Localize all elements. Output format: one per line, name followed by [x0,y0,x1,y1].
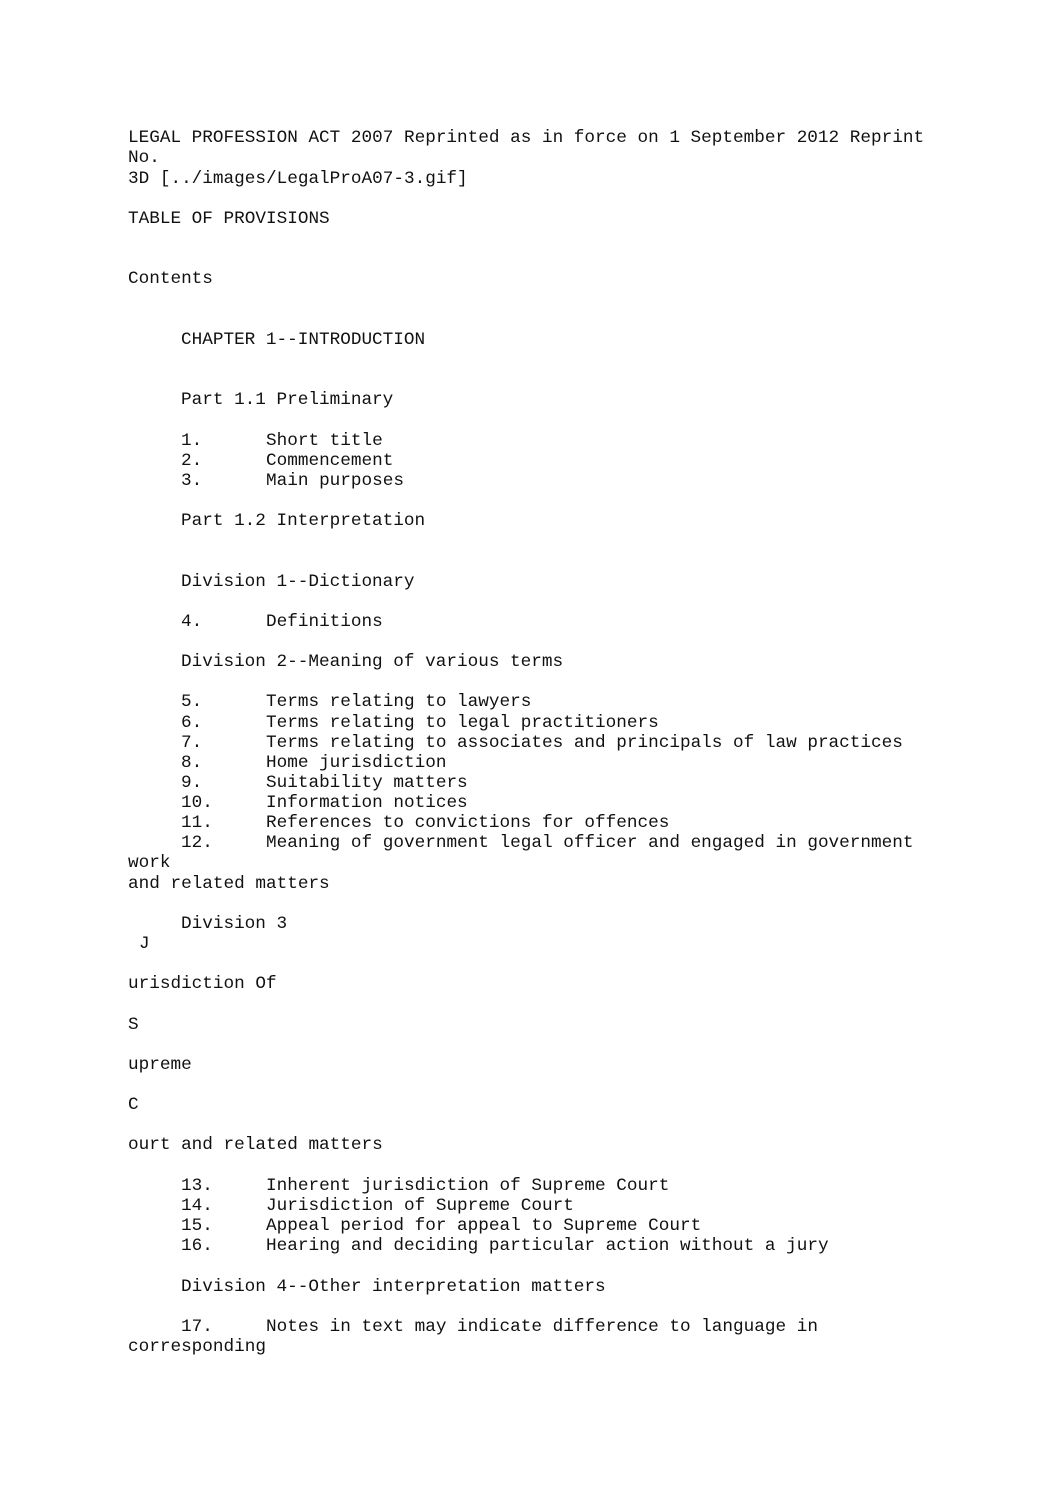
provision-title: Jurisdiction of Supreme Court [266,1196,574,1216]
provision-title: Inherent jurisdiction of Supreme Court [266,1176,670,1196]
provision-title: References to convictions for offences [266,813,670,833]
provision-number: 3. [181,471,203,491]
document-title: LEGAL PROFESSION ACT 2007 Reprinted as in force on 1 September 2012 Reprint [128,128,925,148]
part-heading: Part 1.2 Interpretation [181,511,426,531]
division-heading: Division 1--Dictionary [181,572,415,592]
provision-title: Hearing and deciding particular action without a jury [266,1236,829,1256]
division-heading-fragment: ourt and related matters [128,1135,383,1155]
provision-title: Main purposes [266,471,404,491]
provision-number: 8. [181,753,203,773]
provision-title: Terms relating to legal practitioners [266,713,659,733]
provision-title-wrap: corresponding [128,1337,266,1357]
provision-title-wrap: and related matters [128,874,330,894]
provision-number: 9. [181,773,203,793]
provision-number: 13. [181,1176,213,1196]
provision-title: Appeal period for appeal to Supreme Court [266,1216,702,1236]
provision-title: Meaning of government legal officer and engaged in government [266,833,914,853]
contents-heading: Contents [128,269,213,289]
document-title-continued: No. [128,148,160,168]
provision-number: 5. [181,692,203,712]
provision-number: 4. [181,612,203,632]
division-heading-fragment: upreme [128,1055,192,1075]
provision-number: 2. [181,451,203,471]
division-heading-fragment: J [139,934,150,954]
table-of-provisions-heading: TABLE OF PROVISIONS [128,209,330,229]
provision-title: Information notices [266,793,468,813]
provision-number: 16. [181,1236,213,1256]
division-heading: Division 3 [181,914,288,934]
division-heading-fragment: urisdiction Of [128,974,277,994]
provision-number: 15. [181,1216,213,1236]
provision-number: 11. [181,813,213,833]
provision-number: 14. [181,1196,213,1216]
provision-title: Notes in text may indicate difference to language in [266,1317,818,1337]
provision-number: 1. [181,431,203,451]
provision-number: 12. [181,833,213,853]
chapter-heading: CHAPTER 1--INTRODUCTION [181,330,426,350]
provision-title: Definitions [266,612,383,632]
reprint-image-reference: 3D [../images/LegalProA07-3.gif] [128,169,468,189]
provision-number: 6. [181,713,203,733]
provision-number: 7. [181,733,203,753]
division-heading-fragment: C [128,1095,139,1115]
division-heading: Division 2--Meaning of various terms [181,652,564,672]
provision-title: Short title [266,431,383,451]
provision-number: 17. [181,1317,213,1337]
provision-title: Commencement [266,451,394,471]
provision-title: Terms relating to lawyers [266,692,532,712]
provision-title: Suitability matters [266,773,468,793]
part-heading: Part 1.1 Preliminary [181,390,394,410]
provision-title: Terms relating to associates and principals of law practices [266,733,903,753]
provision-title-wrap: work [128,853,171,873]
division-heading-fragment: S [128,1015,139,1035]
provision-number: 10. [181,793,213,813]
division-heading: Division 4--Other interpretation matters [181,1277,606,1297]
provision-title: Home jurisdiction [266,753,447,773]
